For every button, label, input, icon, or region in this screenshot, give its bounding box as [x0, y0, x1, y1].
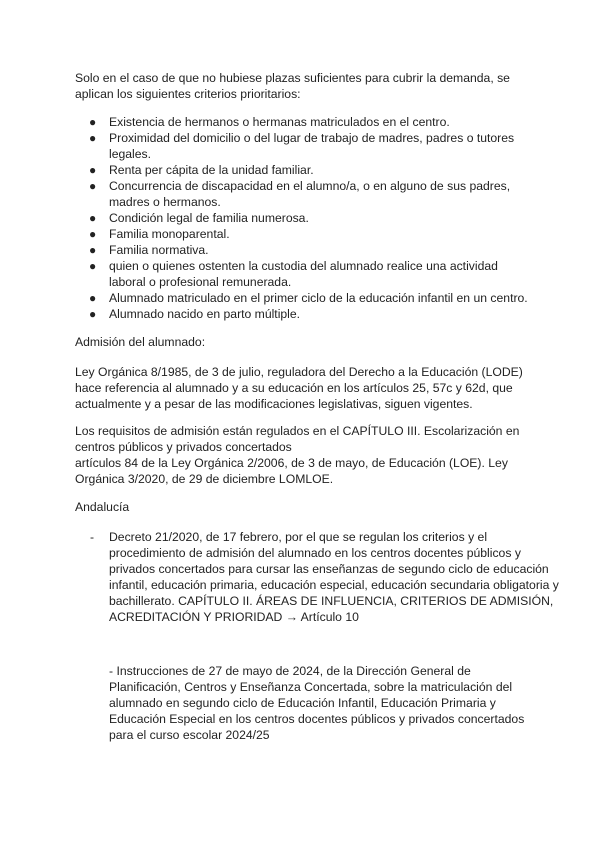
bullet-icon: ● — [89, 291, 97, 305]
bullet-icon: ● — [89, 131, 97, 145]
requirements-paragraph — [75, 423, 530, 487]
instrucciones-paragraph: - Instrucciones de 27 de mayo de 2024, de la Dirección General de Planificación, Centros y Enseñanza Concertada, sobre la matriculación del alumnado en segundo ciclo de Educación Infantil, Educación Primaria y Educación Especial en los centros docentes públicos y privados concertados para el curso escolar 2024/25 — [109, 664, 525, 742]
admission-heading: Admisión del alumnado: — [75, 335, 206, 349]
bullet-icon: ● — [89, 227, 97, 241]
bullet-icon: ● — [89, 179, 97, 193]
bullet-icon: ● — [89, 163, 97, 177]
criteria-list — [75, 114, 530, 322]
requirements-line-1: Los requisitos de admisión están regulados en el CAPÍTULO III. Escolarización en centros públicos y privados concertados — [75, 424, 520, 454]
dash-icon: - — [90, 530, 95, 544]
list-item: ● Renta per cápita de la unidad familiar. — [89, 163, 314, 177]
bullet-icon: ● — [89, 259, 97, 273]
bullet-icon: ● — [89, 307, 97, 321]
decreto-text: Decreto 21/2020, de 17 febrero, por el que se regulan los criterios y el procedimiento de admisión del alumnado en los centros docentes públicos y privados concertados para cursar las enseñanzas de segundo ciclo de educación infantil, educación primaria, educación especial, educación secundaria obligatoria y bachillerato. CAPÍTULO II. ÁREAS DE INFLUENCIA, CRITERIOS DE ADMISIÓN, ACREDITACIÓN Y PRIORIDAD → Artículo 10 — [109, 530, 559, 624]
intro-paragraph: Solo en el caso de que no hubiese plazas suficientes para cubrir la demanda, se aplican los siguientes criterios prioritarios: — [75, 71, 510, 101]
list-item: ● Alumnado nacido en parto múltiple. — [89, 307, 301, 321]
requirements-line-2: artículos 84 de la Ley Orgánica 2/2006, de 3 de mayo, de Educación (LOE). Ley Orgánica 3/2020, de 29 de diciembre LOMLOE. — [75, 456, 508, 486]
list-item: ● Concurrencia de discapacidad en el alumno/a, o en alguno de sus padres, madres o hermanos. — [89, 179, 511, 209]
list-item: ● Existencia de hermanos o hermanas matriculados en el centro. — [89, 115, 450, 129]
list-item: ● Alumnado matriculado en el primer ciclo de la educación infantil en un centro. — [89, 291, 528, 305]
list-item: ● Familia normativa. — [89, 243, 209, 257]
lode-paragraph: Ley Orgánica 8/1985, de 3 de julio, reguladora del Derecho a la Educación (LODE) hace referencia al alumnado y a su educación en los artículos 25, 57c y 62d, que actualmente y a pesar de las modificaciones legislativas, siguen vigentes. — [75, 365, 523, 411]
list-item: ● Proximidad del domicilio o del lugar de trabajo de madres, padres o tutores legales. — [89, 131, 515, 161]
region-heading: Andalucía — [75, 500, 130, 514]
list-item: ● Familia monoparental. — [89, 227, 230, 241]
list-item: ● quien o quienes ostenten la custodia del alumnado realice una actividad laboral o profesional remunerada. — [89, 259, 498, 289]
bullet-icon: ● — [89, 211, 97, 225]
bullet-icon: ● — [89, 243, 97, 257]
list-item: ● Condición legal de familia numerosa. — [89, 211, 309, 225]
bullet-icon: ● — [89, 115, 97, 129]
decreto-item — [75, 529, 564, 625]
